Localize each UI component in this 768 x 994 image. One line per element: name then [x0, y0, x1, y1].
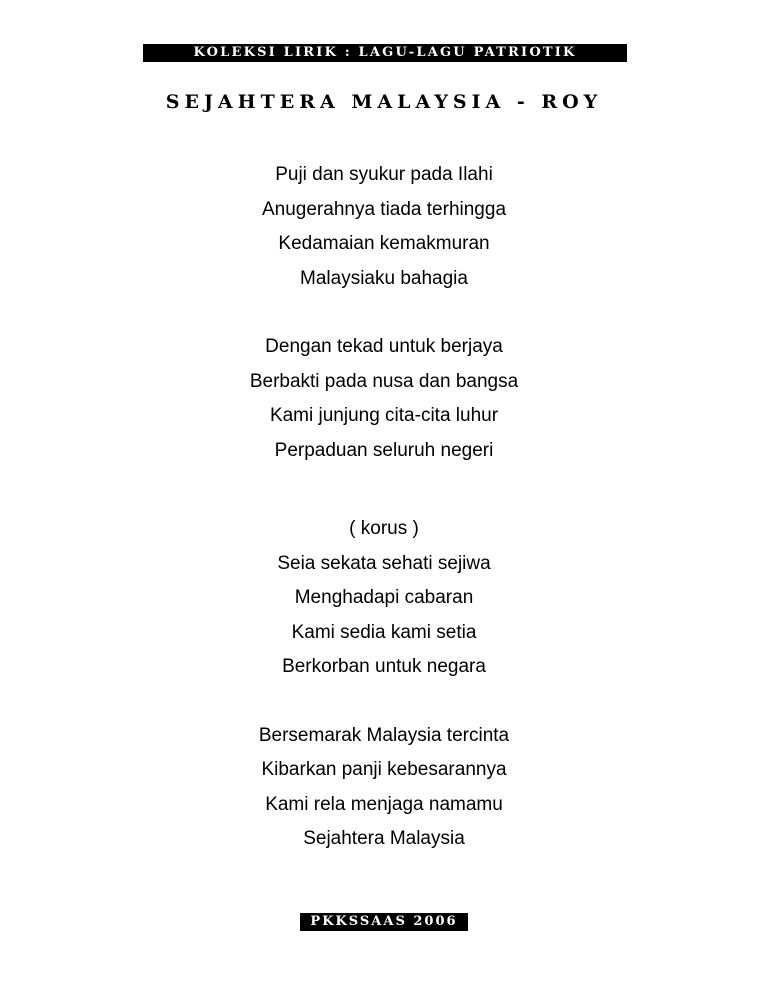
lyric-line: Sejahtera Malaysia [303, 828, 465, 849]
lyric-line: Puji dan syukur pada Ilahi [275, 164, 493, 185]
lyric-line: Anugerahnya tiada terhingga [261, 198, 507, 220]
collection-title-banner: KOLEKSI LIRIK : LAGU-LAGU PATRIOTIK [143, 44, 627, 62]
lyric-line: Kedamaian kemakmuran [278, 233, 490, 254]
chorus [0, 512, 768, 685]
song-title: SEJAHTERA MALAYSIA - ROY [165, 91, 603, 113]
lyric-line: Malaysiaku bahagia [300, 267, 468, 289]
lyric-line: Perpaduan seluruh negeri [274, 439, 494, 461]
lyric-line: Kami junjung cita-cita luhur [269, 405, 499, 426]
stanza-2 [0, 330, 768, 468]
lyric-line: Berbakti pada nusa dan bangsa [249, 370, 519, 392]
lyric-line: Kami sedia kami setia [291, 621, 477, 643]
lyric-line: Dengan tekad untuk berjaya [265, 336, 503, 357]
lyric-line: Bersemarak Malaysia tercinta [258, 724, 510, 746]
lyric-line: Kami rela menjaga namamu [265, 793, 503, 815]
lyric-line: Berkorban untuk negara [282, 656, 486, 677]
stanza-4 [0, 719, 768, 857]
footer-label: PKKSSAAS 2006 [300, 913, 468, 931]
chorus-label: ( korus ) [349, 518, 419, 539]
lyrics-body [0, 158, 768, 857]
lyric-line: Kibarkan panji kebesarannya [261, 759, 507, 780]
lyric-line: Menghadapi cabaran [294, 587, 474, 608]
lyric-line: Seia sekata sehati sejiwa [277, 552, 491, 574]
stanza-1 [0, 158, 768, 296]
